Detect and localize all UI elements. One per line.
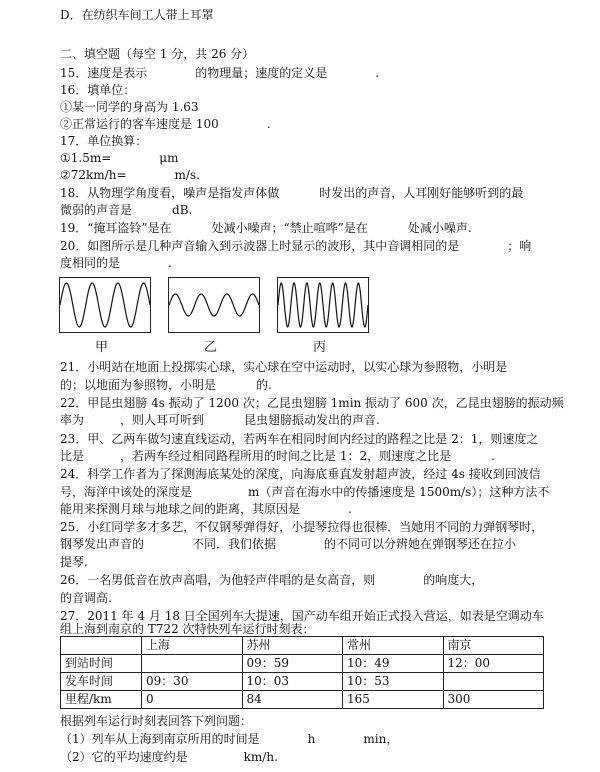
question-15: 15．速度是表示 的物理量；速度的定义是 . xyxy=(60,66,380,80)
table-cell: 165 xyxy=(343,691,444,709)
question-20-cont: 度相同的是 . xyxy=(60,256,172,270)
question-21: 21．小明站在地面上投掷实心球，实心球在空中运动时，以实心球为参照物，小明是 xyxy=(60,360,508,374)
question-26-cont: 的音调高. xyxy=(60,591,112,605)
question-23: 23．甲、乙两车做匀速直线运动，若两车在相同时间内经过的路程之比是 2：1，则速度之 xyxy=(60,432,539,446)
question-21-cont: 的；以地面为参照物，小明是 的. xyxy=(60,378,272,392)
question-27: 27．2011 年 4 月 18 日全国列车大提速，国产动车组开始正式投入营运，如表是空调动车 xyxy=(60,609,544,623)
question-25: 25．小红同学多才多艺，不仅钢琴弹得好，小提琴拉得也很棒．当她用不同的力弹钢琴时， xyxy=(60,520,544,534)
waveform-label-yi: 乙 xyxy=(204,340,218,355)
table-cell: 0 xyxy=(142,691,243,709)
table-row xyxy=(61,691,544,709)
question-24: 24．科学工作者为了探测海底某处的深度，向海底垂直发射超声波，经过 4s 接收到回波信 xyxy=(60,467,541,481)
question-24-cont: 号，海洋中该处的深度是 m（声音在海水中的传播速度是 1500m/s）；这种方法不 xyxy=(60,485,550,499)
table-cell: 300 xyxy=(443,691,544,709)
table-cell: 发车时间 xyxy=(61,673,142,691)
waveform-bing xyxy=(277,277,369,333)
table-header-row xyxy=(61,637,544,655)
waveform-yi-graphic xyxy=(169,278,259,332)
table-row xyxy=(61,673,544,691)
sub-question-2: （2）它的平均速度约是 km/h. xyxy=(60,750,278,764)
question-27-cont: 组上海到南京的 T722 次特快列车运行时刻表： xyxy=(60,622,315,636)
table-cell: 上海 xyxy=(142,637,243,655)
table-cell: 09：30 xyxy=(142,673,243,691)
table-cell: 10：49 xyxy=(343,655,444,673)
waveform-yi xyxy=(168,277,260,333)
table-cell: 84 xyxy=(242,691,343,709)
train-timetable xyxy=(60,636,544,709)
question-18-cont: 微弱的声音是 dB. xyxy=(60,203,193,217)
question-20: 20．如图所示是几种声音输入到示波器上时显示的波形，其中音调相同的是 ；响 xyxy=(60,239,532,253)
question-17-2: ②72km/h= m/s. xyxy=(60,168,200,182)
question-22: 22．甲昆虫翅膀 4s 振动了 1200 次；乙昆虫翅膀 1min 振动了 600 次，乙昆虫翅膀的振动频 xyxy=(60,396,564,410)
table-cell: 常州 xyxy=(343,637,444,655)
waveform-label-bing: 丙 xyxy=(313,340,327,355)
table-cell: 12：00 xyxy=(443,655,544,673)
table-cell: 到站时间 xyxy=(61,655,142,673)
table-cell xyxy=(142,655,243,673)
question-22-cont: 率为 ，则人耳可听到 昆虫翅膀振动发出的声音. xyxy=(60,413,380,427)
table-cell: 南京 xyxy=(443,637,544,655)
table-cell xyxy=(443,673,544,691)
question-17-1: ①1.5m= μm xyxy=(60,151,179,165)
question-25-cont2: 提琴. xyxy=(60,555,88,569)
after-table-prompt: 根据列车运行时刻表回答下列问题： xyxy=(60,714,253,728)
sub-question-1: （1）列车从上海到南京所用的时间是 h min， xyxy=(60,732,399,746)
waveform-jia xyxy=(59,277,151,333)
table-cell: 里程/km xyxy=(61,691,142,709)
waveform-label-jia: 甲 xyxy=(95,340,109,355)
question-17: 17．单位换算： xyxy=(60,134,148,148)
table-cell: 10：03 xyxy=(242,673,343,691)
question-26: 26．一名男低音在放声高唱，为他轻声伴唱的是女高音，则 的响度大， xyxy=(60,573,484,587)
waveform-bing-graphic xyxy=(278,278,368,332)
question-19: 19．“掩耳盗铃”是在 处减小噪声；“禁止喧哗”是在 处减小噪声. xyxy=(60,221,472,235)
table-row xyxy=(61,655,544,673)
question-16-2: ②正常运行的客车速度是 100 . xyxy=(60,117,271,131)
question-18: 18．从物理学角度看，噪声是指发声体做 时发出的声音，人耳刚好能够听到的最 xyxy=(60,186,524,200)
table-cell: 10：53 xyxy=(343,673,444,691)
section-heading: 二、填空题（每空 1 分，共 26 分） xyxy=(60,47,255,61)
question-23-cont: 比是 ，若两车经过相同路程所用的时间之比是 1：2，则速度之比是 . xyxy=(60,449,495,463)
question-16: 16．填单位： xyxy=(60,83,136,97)
table-cell: 苏州 xyxy=(242,637,343,655)
option-d: D．在纺织车间工人带上耳罩 xyxy=(60,8,214,22)
question-24-cont2: 能用来探测月球与地球之间的距离，其原因是 . xyxy=(60,502,352,516)
question-16-1: ①某一同学的身高为 1.63 xyxy=(60,100,199,114)
table-cell: 09：59 xyxy=(242,655,343,673)
table-cell xyxy=(61,637,142,655)
waveform-jia-graphic xyxy=(60,278,150,332)
question-25-cont: 钢琴发出声音的 不同．我们依据 的不同可以分辨她在弹钢琴还在拉小 xyxy=(60,537,517,551)
